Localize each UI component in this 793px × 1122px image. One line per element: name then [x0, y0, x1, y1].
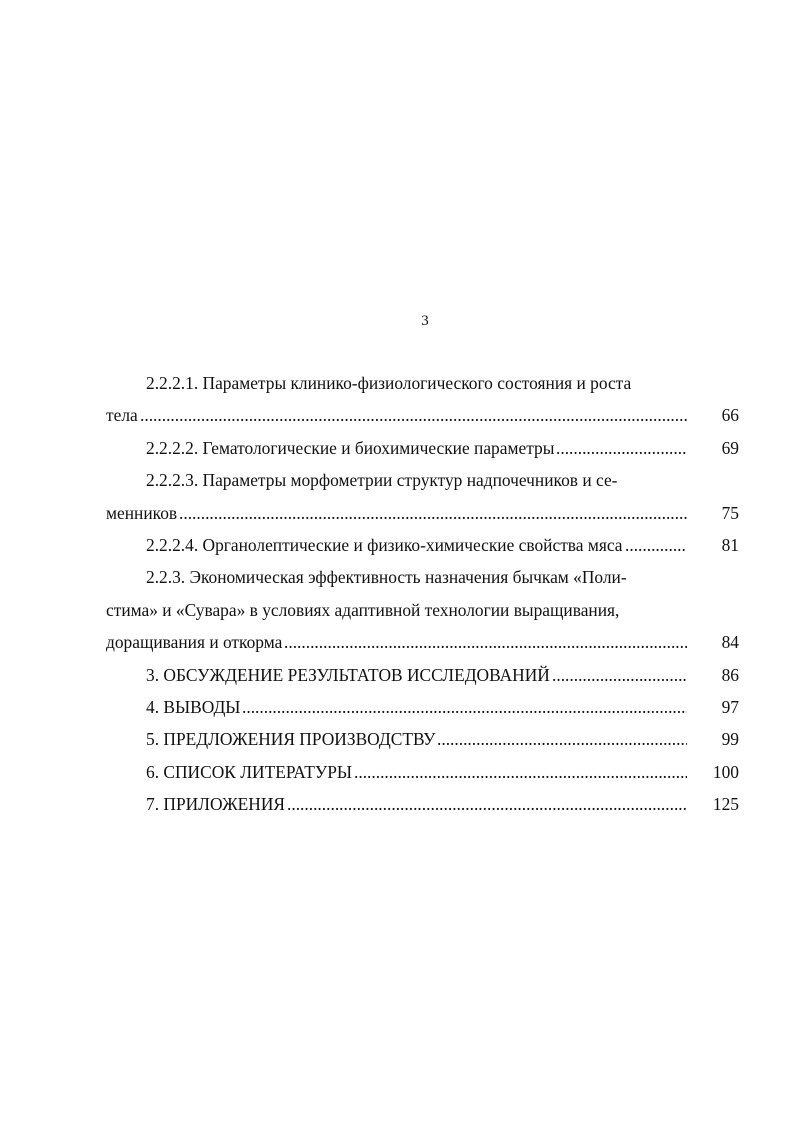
- toc-leader-dots: [552, 659, 687, 691]
- toc-page-number: 75: [721, 502, 739, 523]
- toc-leader-dots: [625, 529, 687, 561]
- toc-entry-line: [106, 432, 739, 464]
- toc-entry-line: [106, 788, 739, 820]
- toc-entry-text: 2.2.2.1. Параметры клинико-физиологического состояния и роста: [146, 373, 632, 393]
- toc-entry-text: тела: [106, 405, 138, 426]
- toc-leader-dots: [140, 399, 687, 431]
- toc-leader-dots: [179, 497, 687, 529]
- toc-leader-dots: [437, 723, 687, 755]
- toc-page-number: 97: [721, 696, 739, 717]
- toc-leader-dots: [242, 691, 687, 723]
- toc-page-number: 125: [712, 794, 739, 815]
- toc-entry-line: [106, 691, 739, 723]
- toc-page-number: 86: [721, 664, 739, 685]
- toc-page-number: 99: [721, 729, 739, 750]
- toc-page-number: 84: [721, 632, 739, 653]
- toc-entry-line: [106, 367, 739, 399]
- toc-entry-text: 7. ПРИЛОЖЕНИЯ: [146, 794, 286, 815]
- toc-entry-line: [106, 497, 739, 529]
- toc-entry-text: менников: [106, 502, 178, 523]
- toc-entry-line: [106, 399, 739, 431]
- toc-entry-line: [106, 464, 739, 496]
- toc-entry-text: 4. ВЫВОДЫ: [146, 696, 241, 717]
- toc-entry-line: [106, 561, 739, 593]
- toc-entry-text: стима» и «Сувара» в условиях адаптивной технологии выращивания,: [106, 599, 620, 620]
- toc-entry-line: [106, 756, 739, 788]
- toc-leader-dots: [287, 788, 687, 820]
- toc-entry-line: [106, 659, 739, 691]
- toc-page-number: 66: [721, 405, 739, 426]
- toc-entry-text: доращивания и откорма: [106, 632, 283, 653]
- toc-page-number: 69: [721, 437, 739, 458]
- toc-entry-text: 2.2.2.3. Параметры морфометрии структур надпочечников и се-: [146, 470, 618, 491]
- toc-entry-line: [106, 723, 739, 755]
- toc-entry-text: 2.2.3. Экономическая эффективность назначения бычкам «Поли-: [146, 567, 627, 588]
- toc-entry-text: 3. ОБСУЖДЕНИЕ РЕЗУЛЬТАТОВ ИССЛЕДОВАНИЙ: [146, 664, 550, 685]
- page-number: 3: [421, 313, 429, 329]
- toc-entry-text: 5. ПРЕДЛОЖЕНИЯ ПРОИЗВОДСТВУ: [146, 729, 436, 750]
- toc-leader-dots: [556, 432, 687, 464]
- table-of-contents: [106, 367, 739, 820]
- toc-entry-text: 6. СПИСОК ЛИТЕРАТУРЫ: [146, 761, 353, 782]
- toc-entry-line: [106, 594, 739, 626]
- toc-entry-text: 2.2.2.4. Органолептические и физико-химические свойства мяса: [146, 534, 623, 555]
- toc-entry-text: 2.2.2.2. Гематологические и биохимические параметры: [146, 437, 555, 458]
- toc-leader-dots: [284, 626, 687, 658]
- toc-leader-dots: [354, 756, 687, 788]
- toc-entry-line: [106, 626, 739, 658]
- toc-page-number: 81: [721, 534, 739, 555]
- toc-page-number: 100: [712, 761, 739, 782]
- toc-entry-line: [106, 529, 739, 561]
